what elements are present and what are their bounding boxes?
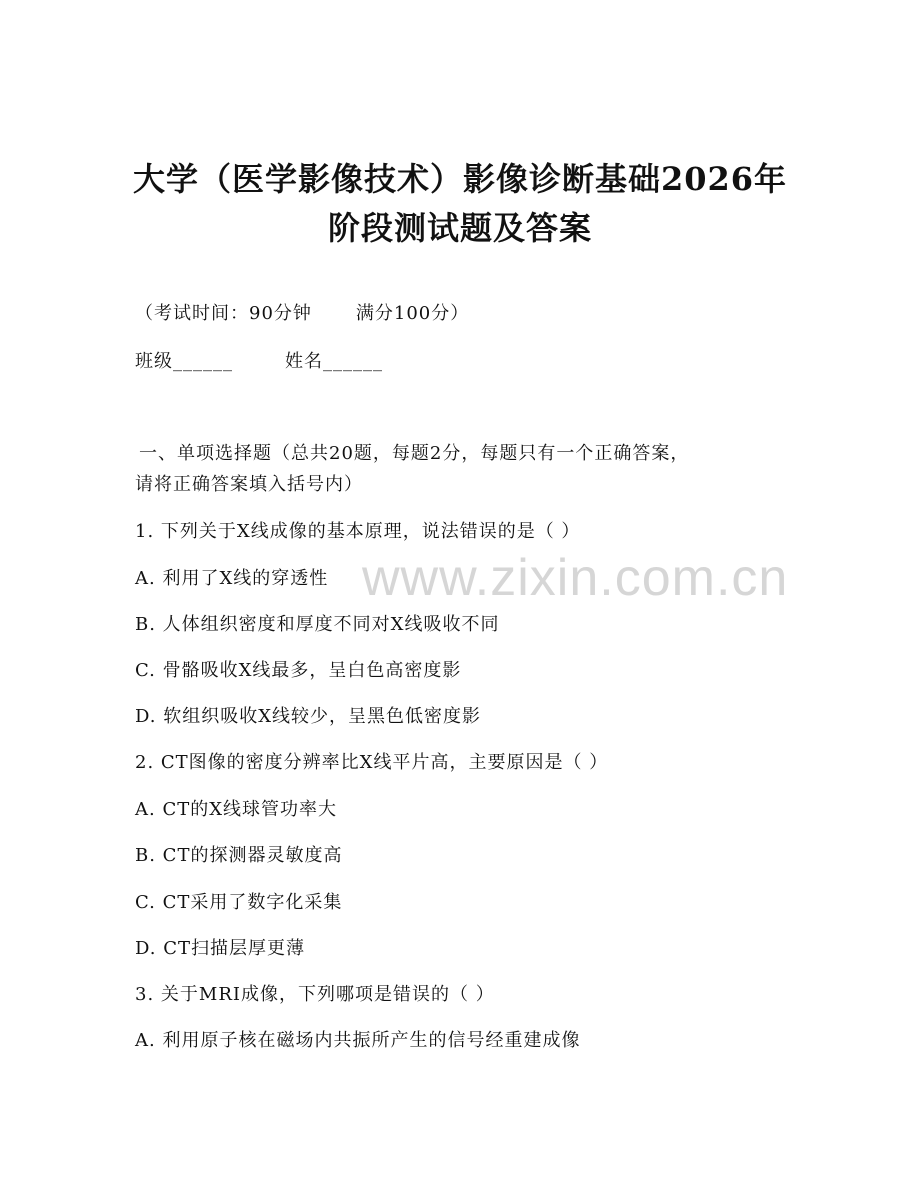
question-option: C. 骨骼吸收X线最多，呈白色高密度影	[135, 660, 462, 681]
section-heading-line-2: 请将正确答案填入括号内）	[135, 474, 363, 495]
student-info	[135, 350, 383, 374]
question-stem: 2. CT图像的密度分辨率比X线平片高，主要原因是（ ）	[135, 752, 609, 773]
full-score: 满分100分）	[355, 303, 470, 324]
section-heading-line-1: 一、单项选择题（总共20题，每题2分，每题只有一个正确答案，	[139, 443, 690, 464]
name-field: 姓名______	[285, 351, 383, 372]
watermark: www.zixin.com.cn	[362, 549, 789, 607]
question-option: B. CT的探测器灵敏度高	[135, 845, 343, 866]
question-stem: 1. 下列关于X线成像的基本原理，说法错误的是（ ）	[135, 521, 581, 542]
document-title-line-1: 大学（医学影像技术）影像诊断基础2026年	[132, 160, 788, 198]
question-option: A. CT的X线球管功率大	[135, 799, 338, 820]
question-option: C. CT采用了数字化采集	[135, 892, 343, 913]
question-option: A. 利用了X线的穿透性	[135, 568, 329, 589]
document-title-line-2: 阶段测试题及答案	[327, 209, 592, 247]
question-option: D. CT扫描层厚更薄	[135, 938, 306, 959]
class-field: 班级______	[135, 351, 233, 372]
question-stem: 3. 关于MRI成像，下列哪项是错误的（ ）	[135, 984, 495, 1005]
exam-info	[135, 302, 469, 326]
question-option: B. 人体组织密度和厚度不同对X线吸收不同	[135, 614, 500, 635]
question-option: A. 利用原子核在磁场内共振所产生的信号经重建成像	[135, 1030, 581, 1051]
exam-time: （考试时间：90分钟	[135, 303, 312, 324]
question-option: D. 软组织吸收X线较少，呈黑色低密度影	[135, 706, 482, 727]
